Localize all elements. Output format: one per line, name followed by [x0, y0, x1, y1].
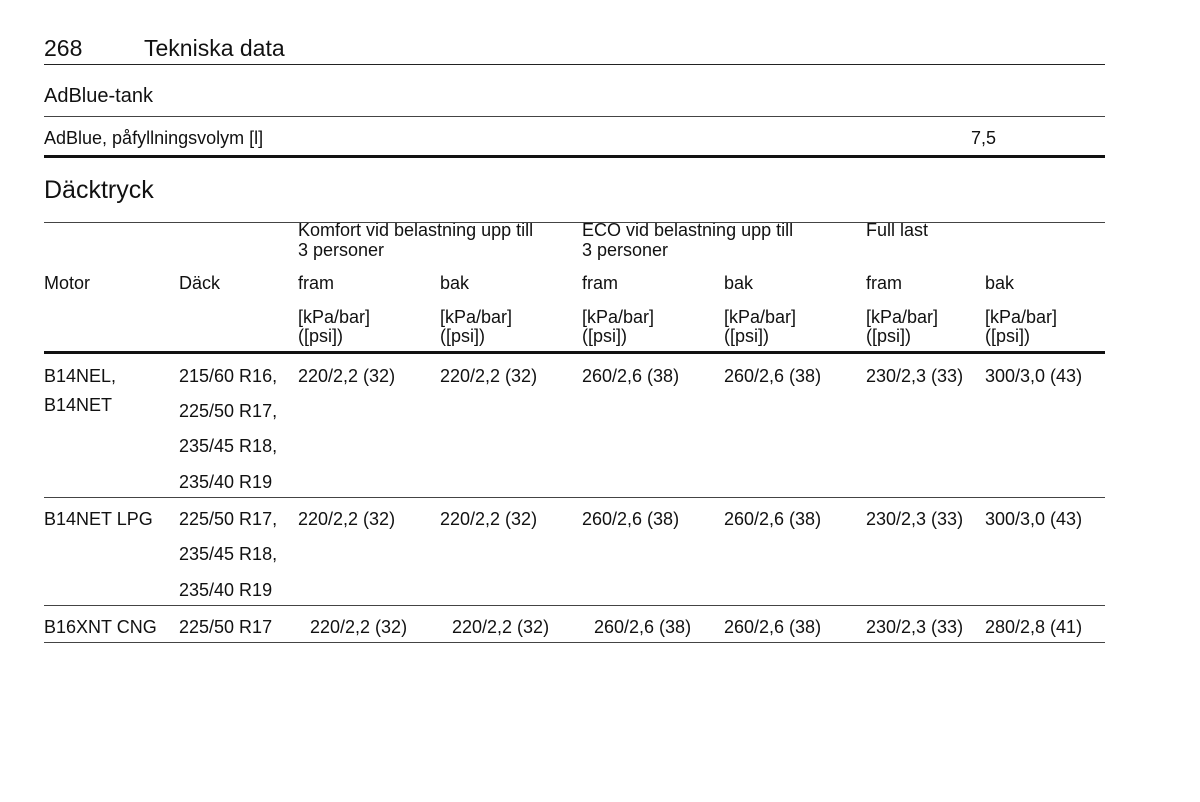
unit-line: [kPa/bar]: [298, 307, 371, 327]
tire-size-cell: 235/45 R18,: [179, 436, 278, 456]
pressure-cell: 230/2,3 (33): [866, 366, 964, 386]
tire-size-cell: 235/45 R18,: [179, 544, 278, 564]
tire-size-cell: 225/50 R17,: [179, 401, 278, 421]
page-number: 268: [44, 35, 83, 61]
pressure-cell: 300/3,0 (43): [985, 366, 1083, 386]
pressure-cell: 260/2,6 (38): [724, 366, 822, 386]
unit-line: ([psi]): [866, 326, 911, 346]
tire-size-cell: 235/40 R19: [179, 472, 273, 492]
axle-header: fram: [298, 273, 334, 293]
tire-size-cell: 235/40 R19: [179, 580, 273, 600]
group-header-komfort: [298, 220, 533, 260]
unit-header: [985, 308, 1057, 346]
tire-pressure-heading: Däcktryck: [44, 176, 154, 204]
tire-size-cell: 225/50 R17: [179, 617, 273, 637]
column-header-motor: Motor: [44, 273, 91, 293]
group-header-line1: ECO vid belastning upp till: [582, 220, 794, 240]
unit-line: [kPa/bar]: [724, 307, 797, 327]
axle-header: bak: [985, 273, 1015, 293]
adblue-row: [44, 116, 1105, 158]
pressure-cell: 230/2,3 (33): [866, 509, 964, 529]
pressure-cell: 260/2,6 (38): [594, 617, 692, 637]
group-header-line2: 3 personer: [298, 240, 385, 260]
unit-line: ([psi]): [985, 326, 1030, 346]
motor-cell: B16XNT CNG: [44, 617, 157, 637]
group-header-line1: Full last: [866, 220, 929, 240]
pressure-cell: 220/2,2 (32): [440, 509, 538, 529]
unit-header: [582, 308, 654, 346]
row-divider: [44, 605, 1105, 606]
pressure-cell: 220/2,2 (32): [298, 509, 396, 529]
pressure-cell: 260/2,6 (38): [724, 509, 822, 529]
pressure-cell: 220/2,2 (32): [452, 617, 550, 637]
table-bottom-rule: [44, 642, 1105, 643]
motor-cell: B14NEL,: [44, 366, 117, 386]
unit-line: [kPa/bar]: [440, 307, 513, 327]
pressure-cell: 280/2,8 (41): [985, 617, 1083, 637]
adblue-heading: AdBlue-tank: [44, 85, 153, 107]
row-divider: [44, 497, 1105, 498]
group-header-eco: [582, 220, 793, 260]
group-header-line2: 3 personer: [582, 240, 669, 260]
motor-cell: B14NET: [44, 395, 113, 415]
adblue-value: 7,5: [971, 128, 997, 148]
unit-header: [724, 308, 796, 346]
table-top-rule: [44, 222, 1105, 223]
table-header-rule: [44, 351, 1105, 354]
unit-line: ([psi]): [582, 326, 627, 346]
unit-line: [kPa/bar]: [582, 307, 655, 327]
unit-line: ([psi]): [440, 326, 485, 346]
unit-header: [440, 308, 512, 346]
pressure-cell: 300/3,0 (43): [985, 509, 1083, 529]
axle-header: bak: [724, 273, 754, 293]
unit-line: ([psi]): [724, 326, 769, 346]
pressure-cell: 230/2,3 (33): [866, 617, 964, 637]
group-header-full-load: [866, 220, 928, 240]
column-header-tire: Däck: [179, 273, 221, 293]
pressure-cell: 220/2,2 (32): [298, 366, 396, 386]
page-header: [44, 34, 1105, 65]
pressure-cell: 220/2,2 (32): [440, 366, 538, 386]
motor-cell: B14NET LPG: [44, 509, 153, 529]
unit-header: [866, 308, 938, 346]
pressure-cell: 220/2,2 (32): [310, 617, 408, 637]
axle-header: bak: [440, 273, 470, 293]
tire-size-cell: 215/60 R16,: [179, 366, 278, 386]
adblue-label: AdBlue, påfyllningsvolym [l]: [44, 128, 264, 148]
pressure-cell: 260/2,6 (38): [724, 617, 822, 637]
group-header-line1: Komfort vid belastning upp till: [298, 220, 534, 240]
axle-header: fram: [866, 273, 902, 293]
pressure-cell: 260/2,6 (38): [582, 366, 680, 386]
axle-header: fram: [582, 273, 618, 293]
unit-line: ([psi]): [298, 326, 343, 346]
unit-header: [298, 308, 370, 346]
section-title: Tekniska data: [144, 35, 285, 61]
tire-size-cell: 225/50 R17,: [179, 509, 278, 529]
unit-line: [kPa/bar]: [866, 307, 939, 327]
unit-line: [kPa/bar]: [985, 307, 1058, 327]
pressure-cell: 260/2,6 (38): [582, 509, 680, 529]
